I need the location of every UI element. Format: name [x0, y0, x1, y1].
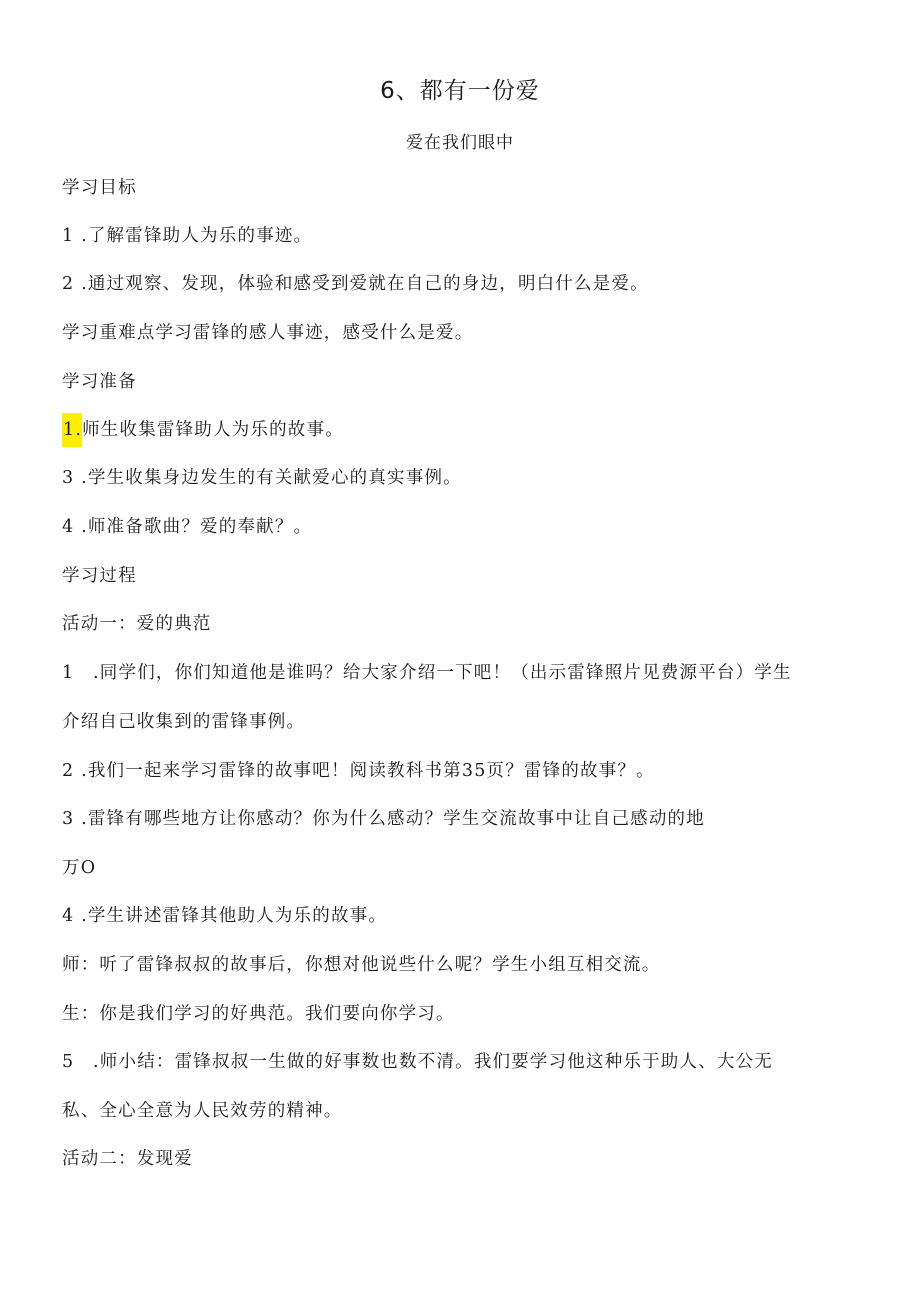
activity-1-paragraph-3-line-1: 3 .雷锋有哪些地方让你感动？你为什么感动？学生交流故事中让自己感动的地 [62, 809, 705, 829]
activity-1-paragraph-1-line-2: 介绍自己收集到的雷锋事例。 [62, 712, 306, 732]
objective-item-2: 2 .通过观察、发现，体验和感受到爱就在自己的身边，明白什么是爱。 [62, 274, 649, 294]
activity-1-paragraph-3-line-2: 万O [62, 858, 97, 878]
preparation-item-1 [62, 416, 344, 441]
activity-1-heading: 活动一：爱的典范 [62, 614, 212, 634]
activity-1-paragraph-5-line-1: 5 .师小结：雷锋叔叔一生做的好事数也数不清。我们要学习他这种乐于助人、大公无 [62, 1052, 773, 1072]
activity-1-paragraph-5-line-2: 私、全心全意为人民效劳的精神。 [62, 1101, 343, 1121]
page-subtitle: 爱在我们眼中 [406, 133, 514, 153]
preparation-item-4: 4 .师准备歌曲？爱的奉献？。 [62, 517, 313, 537]
activity-1-paragraph-4: 4 .学生讲述雷锋其他助人为乐的故事。 [62, 906, 388, 926]
preparation-item-3: 3 .学生收集身边发生的有关献爱心的真实事例。 [62, 468, 462, 488]
activity-1-paragraph-2: 2 .我们一起来学习雷锋的故事吧！阅读教科书第35页？雷锋的故事？。 [62, 761, 655, 781]
student-line: 生：你是我们学习的好典范。我们要向你学习。 [62, 1004, 455, 1024]
preparation-item-1-text: 师生收集雷锋助人为乐的故事。 [82, 420, 344, 440]
activity-1-paragraph-1-line-1: 1 .同学们，你们知道他是谁吗？给大家介绍一下吧！（出示雷锋照片见费源平台）学生 [62, 663, 792, 683]
objectives-heading: 学习目标 [62, 178, 137, 198]
objective-item-1: 1 .了解雷锋助人为乐的事迹。 [62, 226, 313, 246]
activity-2-heading: 活动二：发现爱 [62, 1149, 193, 1169]
key-points: 学习重难点学习雷锋的感人事迹，感受什么是爱。 [62, 323, 474, 343]
page-title: 6、都有一份爱 [380, 78, 540, 104]
highlighted-number: 1. [62, 413, 82, 447]
preparation-heading: 学习准备 [62, 372, 137, 392]
process-heading: 学习过程 [62, 566, 137, 586]
teacher-line: 师：听了雷锋叔叔的故事后，你想对他说些什么呢？学生小组互相交流。 [62, 955, 661, 975]
